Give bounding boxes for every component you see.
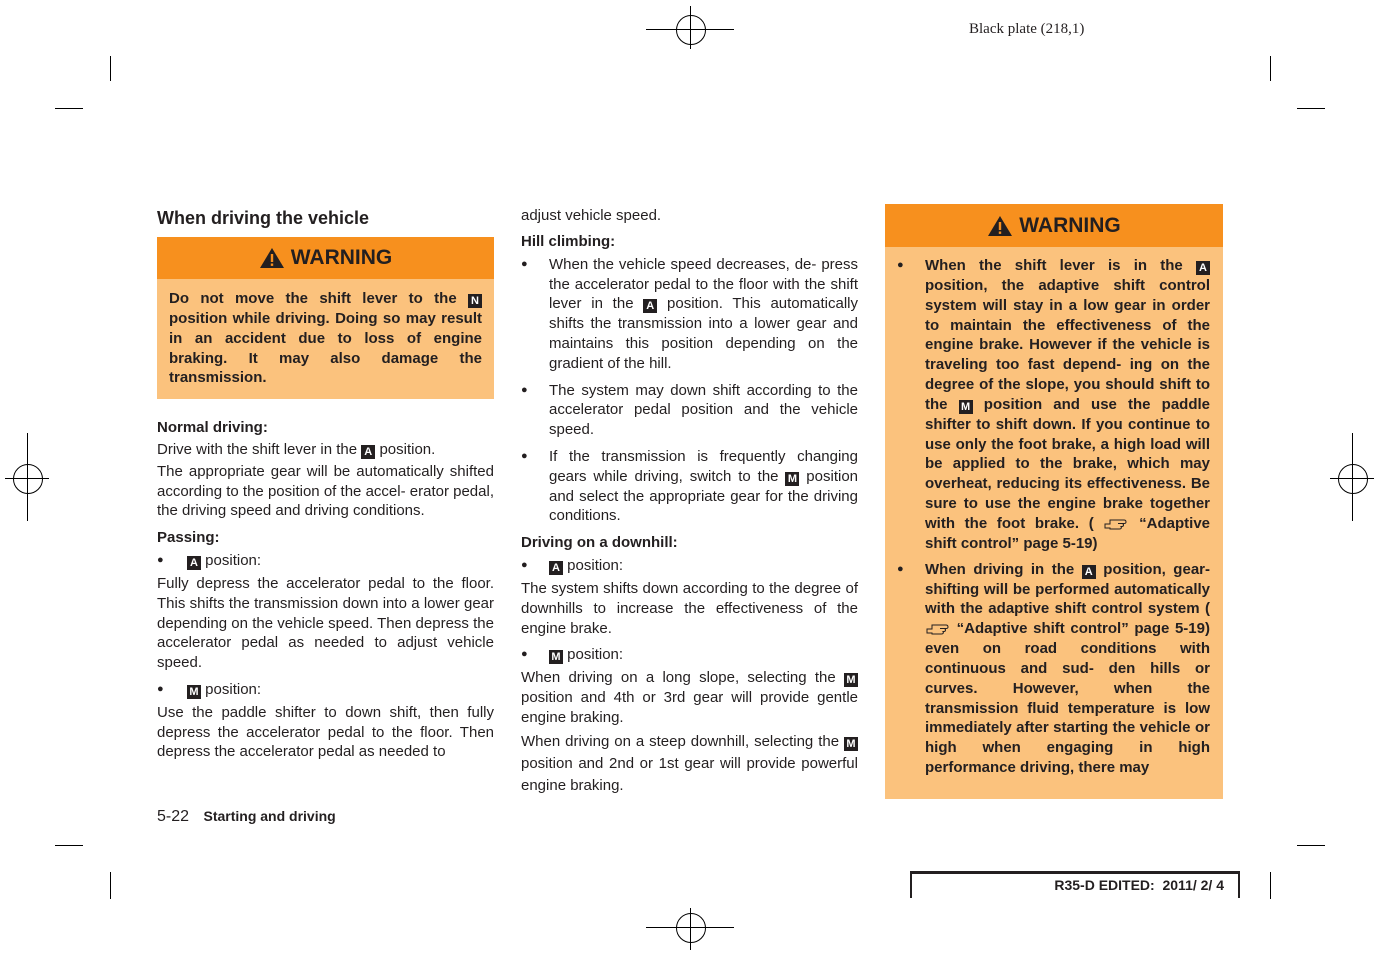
key-m-icon: M xyxy=(844,737,858,751)
normal-driving-text-1: Drive with the shift lever in the A position. xyxy=(157,441,436,458)
warning-bullet-2: ● When driving in the A position, gear-shifting will be performed automatically with the adaptive shift control system ( “Adaptive shift control” page 5-19) even on road conditions with continuous and sud- den hills or curves. However, when the transmission fluid temperature is low immediately after starting the vehicle or high when engaging in high performance driving, there may xyxy=(897,560,1210,777)
warning-bullet-1: ● When the shift lever is in the A position, the adaptive shift control system will stay in a low gear in order to maintain the effectiveness of the engine brake. However if the vehicle is traveling too fast depend- ing on the degree of the slope, you should shift to the M position and use the paddle shifter to shift down. If you continue to use only the foot brake, a high load will be applied to the brake, which may overheat, reducing its effectiveness. Be sure to use the engine brake together with the foot brake. ( “Adaptive shift control” page 5-19) xyxy=(897,257,1211,552)
warning-header xyxy=(157,237,494,279)
warning-label: WARNING xyxy=(290,246,393,269)
crop-mark xyxy=(1297,108,1325,109)
key-a-icon: A xyxy=(187,556,201,570)
warning-header-2 xyxy=(885,204,1223,247)
key-m-icon: M xyxy=(959,400,973,414)
passing-heading: Passing: xyxy=(157,529,220,547)
key-a-icon: A xyxy=(1196,261,1210,275)
warning-box xyxy=(157,237,494,399)
warning-label-2: WARNING xyxy=(1019,213,1121,237)
crop-mark xyxy=(1270,56,1271,81)
hill-bullet-3: ● If the transmission is frequently changing gears while driving, switch to the M position and select the appropriate gear for the driving conditions. xyxy=(521,447,858,525)
crop-mark xyxy=(110,56,111,81)
key-m-icon: M xyxy=(844,673,858,687)
reference-hand-icon xyxy=(925,621,951,635)
plate-label: Black plate (218,1) xyxy=(969,21,1085,37)
key-a-icon: A xyxy=(549,561,563,575)
footer-section: Starting and driving xyxy=(203,808,336,824)
hill-bullet-2: ● The system may down shift according to the accelerator pedal position and the vehicle speed. xyxy=(521,381,858,439)
downhill-m-text-1: When driving on a long slope, selecting the M position and 4th or 3rd gear will provide gentle engine braking. xyxy=(521,669,858,726)
crop-mark xyxy=(55,108,83,109)
section-title: When driving the vehicle xyxy=(157,208,370,228)
hill-climbing-heading: Hill climbing: xyxy=(521,232,616,250)
key-m-icon: M xyxy=(187,685,201,699)
passing-m-bullet: ● M position: xyxy=(157,680,262,698)
crop-mark xyxy=(110,872,111,899)
key-a-icon: A xyxy=(643,299,657,313)
downhill-m-text-2: When driving on a steep downhill, selecting the M position and 2nd or 1st gear will provide powerful engine braking. xyxy=(521,732,858,794)
page-footer xyxy=(157,808,336,826)
passing-m-text: Use the paddle shifter to down shift, then fully depress the accelerator pedal to the floor. Then depress the accelerator pedal as needed to xyxy=(157,703,494,761)
normal-driving-heading: Normal driving: xyxy=(157,419,268,436)
edited-stamp xyxy=(910,871,1240,898)
downhill-a-text: The system shifts down according to the degree of downhills to increase the effectiveness of the engine brake. xyxy=(521,579,858,637)
page-number: 5-22 xyxy=(157,808,190,825)
downhill-m-bullet: ● M position: xyxy=(521,646,624,664)
warning-box-2 xyxy=(885,204,1223,799)
downhill-a-bullet: ● A position: xyxy=(521,557,624,575)
key-a-icon: A xyxy=(1082,565,1096,579)
continued-text: adjust vehicle speed. xyxy=(521,207,662,224)
hill-bullet-1: ● When the vehicle speed decreases, de- press the accelerator pedal to the floor with the shift lever in the A position. This automatically shifts the transmission into a lower gear and maintains this position depending on the gradient of the hill. xyxy=(521,255,858,372)
key-a-icon: A xyxy=(361,445,375,459)
downhill-heading: Driving on a downhill: xyxy=(521,534,678,552)
crop-mark xyxy=(1270,872,1271,899)
warning-triangle-icon xyxy=(259,247,285,269)
warning-triangle-icon xyxy=(987,215,1013,237)
key-n-icon: N xyxy=(468,294,482,308)
column-2 xyxy=(521,206,858,797)
normal-driving-text-2: The appropriate gear will be automatically shifted according to the position of the accel- erator pedal, the driving speed and driving conditions. xyxy=(157,462,494,520)
reference-hand-icon xyxy=(1103,516,1129,530)
edited-label: R35-D EDITED: 2011/ 2/ 4 xyxy=(1054,877,1224,893)
crop-mark xyxy=(1297,845,1325,846)
passing-a-text: Fully depress the accelerator pedal to the floor. This shifts the transmission down into a lower gear depending on the vehicle speed. Then depress the accelerator pedal as needed to adjust vehicle speed. xyxy=(157,574,494,672)
passing-a-bullet: ● A position: xyxy=(157,552,262,570)
key-m-icon: M xyxy=(549,650,563,664)
key-m-icon: M xyxy=(785,472,799,486)
crop-mark xyxy=(55,845,83,846)
warning-text: Do not move the shift lever to the N position while driving. Doing so may result in an accident due to loss of engine braking. It may also damage the transmission. xyxy=(169,290,482,387)
